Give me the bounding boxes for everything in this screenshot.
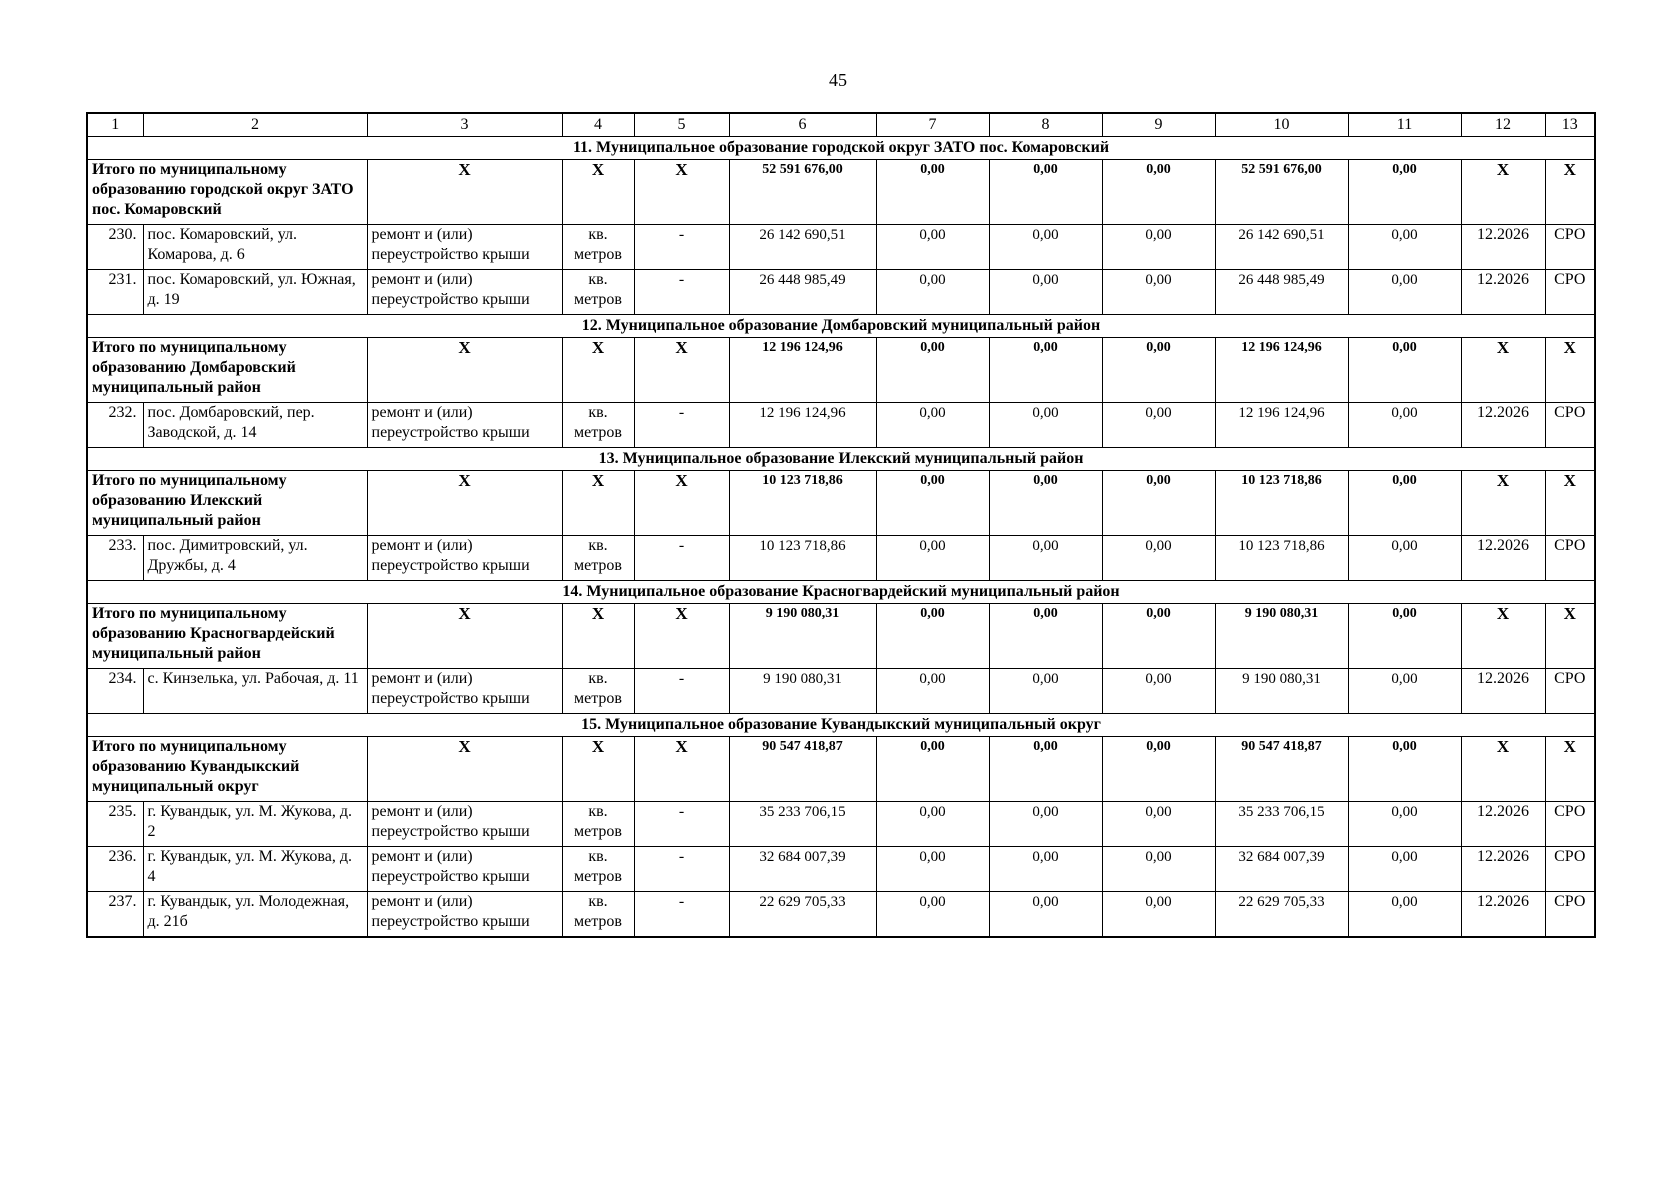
total-c6: 90 547 418,87 [729, 737, 876, 802]
total-label: Итого по муниципальному образованию Красногвардейский муниципальный район [87, 604, 367, 669]
row-c5: - [634, 270, 729, 315]
total-c13: X [1545, 338, 1595, 403]
total-c8: 0,00 [989, 604, 1102, 669]
row-c5: - [634, 225, 729, 270]
row-deadline: 12.2026 [1461, 802, 1545, 847]
row-c9: 0,00 [1102, 403, 1215, 448]
row-c7: 0,00 [876, 802, 989, 847]
row-c5: - [634, 536, 729, 581]
row-c8: 0,00 [989, 225, 1102, 270]
total-c3: X [367, 160, 562, 225]
row-c10: 12 196 124,96 [1215, 403, 1348, 448]
row-c11: 0,00 [1348, 225, 1461, 270]
total-label: Итого по муниципальному образованию Кувандыкский муниципальный округ [87, 737, 367, 802]
total-c8: 0,00 [989, 338, 1102, 403]
table-row [87, 669, 1595, 714]
total-c9: 0,00 [1102, 604, 1215, 669]
row-c8: 0,00 [989, 669, 1102, 714]
row-c8: 0,00 [989, 847, 1102, 892]
row-unit: кв. метров [562, 225, 634, 270]
row-work-type: ремонт и (или) переустройство крыши [367, 802, 562, 847]
total-c10: 52 591 676,00 [1215, 160, 1348, 225]
row-c8: 0,00 [989, 536, 1102, 581]
row-c5: - [634, 802, 729, 847]
row-c8: 0,00 [989, 802, 1102, 847]
row-number: 232. [87, 403, 143, 448]
table-row [87, 847, 1595, 892]
column-number-2: 2 [143, 113, 367, 137]
row-c11: 0,00 [1348, 536, 1461, 581]
row-c10: 26 142 690,51 [1215, 225, 1348, 270]
row-address: с. Кинзелька, ул. Рабочая, д. 11 [143, 669, 367, 714]
total-c9: 0,00 [1102, 737, 1215, 802]
total-c6: 10 123 718,86 [729, 471, 876, 536]
row-c6: 12 196 124,96 [729, 403, 876, 448]
total-c8: 0,00 [989, 737, 1102, 802]
total-c3: X [367, 604, 562, 669]
row-address: пос. Домбаровский, пер. Заводской, д. 14 [143, 403, 367, 448]
row-deadline: 12.2026 [1461, 892, 1545, 938]
row-c9: 0,00 [1102, 669, 1215, 714]
row-c5: - [634, 403, 729, 448]
row-address: г. Кувандык, ул. Молодежная, д. 21б [143, 892, 367, 938]
row-c9: 0,00 [1102, 270, 1215, 315]
total-c12: X [1461, 338, 1545, 403]
row-source: СРО [1545, 270, 1595, 315]
row-c9: 0,00 [1102, 536, 1215, 581]
total-c8: 0,00 [989, 471, 1102, 536]
row-unit: кв. метров [562, 270, 634, 315]
row-c11: 0,00 [1348, 892, 1461, 938]
row-c7: 0,00 [876, 669, 989, 714]
section-title-row [87, 137, 1595, 160]
row-c11: 0,00 [1348, 847, 1461, 892]
total-c9: 0,00 [1102, 471, 1215, 536]
section-total-row [87, 160, 1595, 225]
total-c13: X [1545, 471, 1595, 536]
column-number-6: 6 [729, 113, 876, 137]
column-number-12: 12 [1461, 113, 1545, 137]
row-number: 231. [87, 270, 143, 315]
row-number: 233. [87, 536, 143, 581]
total-c11: 0,00 [1348, 737, 1461, 802]
row-c10: 26 448 985,49 [1215, 270, 1348, 315]
total-c7: 0,00 [876, 160, 989, 225]
total-c4: X [562, 604, 634, 669]
total-c12: X [1461, 737, 1545, 802]
total-c6: 12 196 124,96 [729, 338, 876, 403]
row-address: пос. Комаровский, ул. Южная, д. 19 [143, 270, 367, 315]
table-row [87, 892, 1595, 938]
row-c11: 0,00 [1348, 403, 1461, 448]
table-body [87, 113, 1595, 937]
section-title-row [87, 714, 1595, 737]
row-c9: 0,00 [1102, 892, 1215, 938]
total-c10: 9 190 080,31 [1215, 604, 1348, 669]
row-c11: 0,00 [1348, 270, 1461, 315]
row-c8: 0,00 [989, 270, 1102, 315]
row-c6: 35 233 706,15 [729, 802, 876, 847]
total-c5: X [634, 338, 729, 403]
row-source: СРО [1545, 892, 1595, 938]
total-c3: X [367, 338, 562, 403]
column-number-row [87, 113, 1595, 137]
row-address: г. Кувандык, ул. М. Жукова, д. 4 [143, 847, 367, 892]
row-c9: 0,00 [1102, 802, 1215, 847]
total-c12: X [1461, 471, 1545, 536]
row-source: СРО [1545, 536, 1595, 581]
row-c5: - [634, 669, 729, 714]
column-number-5: 5 [634, 113, 729, 137]
total-c9: 0,00 [1102, 160, 1215, 225]
row-c10: 22 629 705,33 [1215, 892, 1348, 938]
total-c13: X [1545, 737, 1595, 802]
total-c11: 0,00 [1348, 604, 1461, 669]
row-c10: 10 123 718,86 [1215, 536, 1348, 581]
total-c10: 90 547 418,87 [1215, 737, 1348, 802]
column-number-3: 3 [367, 113, 562, 137]
row-unit: кв. метров [562, 802, 634, 847]
row-c7: 0,00 [876, 892, 989, 938]
column-number-8: 8 [989, 113, 1102, 137]
row-c7: 0,00 [876, 403, 989, 448]
row-c7: 0,00 [876, 225, 989, 270]
row-source: СРО [1545, 847, 1595, 892]
total-c10: 12 196 124,96 [1215, 338, 1348, 403]
column-number-10: 10 [1215, 113, 1348, 137]
total-c5: X [634, 737, 729, 802]
section-total-row [87, 338, 1595, 403]
total-c11: 0,00 [1348, 338, 1461, 403]
row-work-type: ремонт и (или) переустройство крыши [367, 892, 562, 938]
column-number-11: 11 [1348, 113, 1461, 137]
table-row [87, 536, 1595, 581]
row-deadline: 12.2026 [1461, 225, 1545, 270]
row-number: 230. [87, 225, 143, 270]
row-c7: 0,00 [876, 847, 989, 892]
total-c13: X [1545, 604, 1595, 669]
table-row [87, 225, 1595, 270]
row-c9: 0,00 [1102, 225, 1215, 270]
page-number: 45 [829, 70, 847, 90]
section-title: 13. Муниципальное образование Илекский муниципальный район [87, 448, 1595, 471]
row-deadline: 12.2026 [1461, 403, 1545, 448]
section-total-row [87, 604, 1595, 669]
total-c11: 0,00 [1348, 160, 1461, 225]
total-label: Итого по муниципальному образованию Илекский муниципальный район [87, 471, 367, 536]
total-c4: X [562, 160, 634, 225]
total-c5: X [634, 160, 729, 225]
total-c6: 52 591 676,00 [729, 160, 876, 225]
row-address: пос. Комаровский, ул. Комарова, д. 6 [143, 225, 367, 270]
total-c12: X [1461, 604, 1545, 669]
table-row [87, 403, 1595, 448]
column-number-4: 4 [562, 113, 634, 137]
row-source: СРО [1545, 403, 1595, 448]
row-c5: - [634, 847, 729, 892]
total-c7: 0,00 [876, 604, 989, 669]
row-deadline: 12.2026 [1461, 847, 1545, 892]
total-c9: 0,00 [1102, 338, 1215, 403]
section-title-row [87, 448, 1595, 471]
row-unit: кв. метров [562, 892, 634, 938]
section-total-row [87, 471, 1595, 536]
row-address: г. Кувандык, ул. М. Жукова, д. 2 [143, 802, 367, 847]
section-title: 14. Муниципальное образование Красногвардейский муниципальный район [87, 581, 1595, 604]
row-work-type: ремонт и (или) переустройство крыши [367, 270, 562, 315]
column-number-13: 13 [1545, 113, 1595, 137]
row-unit: кв. метров [562, 847, 634, 892]
row-c6: 22 629 705,33 [729, 892, 876, 938]
row-unit: кв. метров [562, 536, 634, 581]
row-number: 235. [87, 802, 143, 847]
row-c6: 10 123 718,86 [729, 536, 876, 581]
column-number-1: 1 [87, 113, 143, 137]
table-row [87, 802, 1595, 847]
row-c10: 9 190 080,31 [1215, 669, 1348, 714]
row-work-type: ремонт и (или) переустройство крыши [367, 536, 562, 581]
row-unit: кв. метров [562, 669, 634, 714]
total-c5: X [634, 604, 729, 669]
row-c10: 32 684 007,39 [1215, 847, 1348, 892]
total-c7: 0,00 [876, 737, 989, 802]
row-c6: 26 448 985,49 [729, 270, 876, 315]
total-label: Итого по муниципальному образованию Домбаровский муниципальный район [87, 338, 367, 403]
row-c9: 0,00 [1102, 847, 1215, 892]
row-c6: 9 190 080,31 [729, 669, 876, 714]
total-c7: 0,00 [876, 471, 989, 536]
row-work-type: ремонт и (или) переустройство крыши [367, 847, 562, 892]
total-c7: 0,00 [876, 338, 989, 403]
section-title-row [87, 581, 1595, 604]
section-title: 11. Муниципальное образование городской округ ЗАТО пос. Комаровский [87, 137, 1595, 160]
row-number: 234. [87, 669, 143, 714]
row-c6: 26 142 690,51 [729, 225, 876, 270]
total-c8: 0,00 [989, 160, 1102, 225]
row-c10: 35 233 706,15 [1215, 802, 1348, 847]
row-c8: 0,00 [989, 892, 1102, 938]
row-source: СРО [1545, 802, 1595, 847]
row-deadline: 12.2026 [1461, 536, 1545, 581]
section-total-row [87, 737, 1595, 802]
capital-repair-table [86, 112, 1596, 938]
row-c7: 0,00 [876, 270, 989, 315]
total-c3: X [367, 471, 562, 536]
total-c3: X [367, 737, 562, 802]
section-title-row [87, 315, 1595, 338]
row-c11: 0,00 [1348, 802, 1461, 847]
row-c8: 0,00 [989, 403, 1102, 448]
total-c4: X [562, 737, 634, 802]
total-c4: X [562, 471, 634, 536]
total-c5: X [634, 471, 729, 536]
column-number-7: 7 [876, 113, 989, 137]
row-c11: 0,00 [1348, 669, 1461, 714]
total-label: Итого по муниципальному образованию городской округ ЗАТО пос. Комаровский [87, 160, 367, 225]
total-c10: 10 123 718,86 [1215, 471, 1348, 536]
row-deadline: 12.2026 [1461, 669, 1545, 714]
row-work-type: ремонт и (или) переустройство крыши [367, 403, 562, 448]
section-title: 15. Муниципальное образование Кувандыкский муниципальный округ [87, 714, 1595, 737]
row-number: 236. [87, 847, 143, 892]
row-source: СРО [1545, 225, 1595, 270]
total-c12: X [1461, 160, 1545, 225]
row-work-type: ремонт и (или) переустройство крыши [367, 669, 562, 714]
total-c4: X [562, 338, 634, 403]
row-c6: 32 684 007,39 [729, 847, 876, 892]
row-c5: - [634, 892, 729, 938]
row-address: пос. Димитровский, ул. Дружбы, д. 4 [143, 536, 367, 581]
row-work-type: ремонт и (или) переустройство крыши [367, 225, 562, 270]
total-c11: 0,00 [1348, 471, 1461, 536]
table-row [87, 270, 1595, 315]
section-title: 12. Муниципальное образование Домбаровский муниципальный район [87, 315, 1595, 338]
total-c13: X [1545, 160, 1595, 225]
row-number: 237. [87, 892, 143, 938]
row-c7: 0,00 [876, 536, 989, 581]
row-source: СРО [1545, 669, 1595, 714]
total-c6: 9 190 080,31 [729, 604, 876, 669]
row-unit: кв. метров [562, 403, 634, 448]
row-deadline: 12.2026 [1461, 270, 1545, 315]
column-number-9: 9 [1102, 113, 1215, 137]
